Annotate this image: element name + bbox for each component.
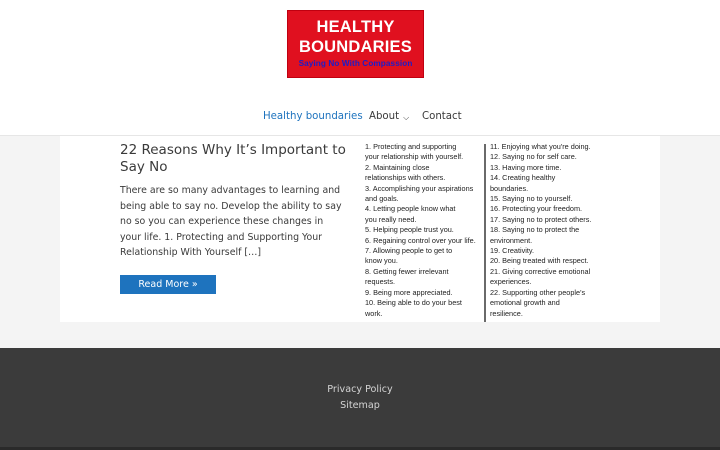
image-text-line: 11. Enjoying what you're doing. [490,142,591,151]
image-text-line: 9. Being more appreciated. [365,287,453,297]
image-text-line: 1. Protecting and supporting [365,142,457,151]
nav-item-contact[interactable]: Contact [422,111,462,122]
read-more-button[interactable]: Read More » [120,275,216,294]
footer-link-privacy-policy[interactable]: Privacy Policy [327,384,393,395]
post-title[interactable]: 22 Reasons Why It’s Important to Say No [120,142,346,175]
chevron-down-icon: ⌵ [403,113,410,122]
image-text-line: 18. Saying no to protect the [490,225,580,235]
image-column-divider [484,144,486,322]
image-column-left [365,142,483,319]
post-featured-image[interactable] [362,142,600,322]
image-text-line: your relationship with yourself. [365,152,464,162]
image-text-line: 7. Allowing people to get to [365,246,453,256]
image-text-line: 6. Regaining control over your life. [365,235,476,245]
logo-line-2: BOUNDARIES [299,38,412,56]
image-text-line: 4. Letting people know what [365,204,456,214]
post-card [60,136,660,322]
logo-line-1: HEALTHY [316,18,395,36]
image-text-line: environment. [490,235,533,245]
image-text-line: 3. Accomplishing your aspirations [365,183,474,193]
image-column-right [490,142,608,319]
image-text-line: 14. Creating healthy [490,173,556,183]
footer-link-sitemap[interactable]: Sitemap [340,400,380,411]
logo-tagline: Saying No With Compassion [298,59,413,68]
site-header [0,0,720,136]
image-text-line: work. [365,308,383,318]
image-text-line: 20. Being treated with respect. [490,256,589,266]
image-text-line: 22. Supporting other people's [490,287,586,297]
image-text-line: 10. Being able to do your best [365,298,462,308]
main-navigation [0,111,720,125]
image-text-line: requests. [365,277,396,287]
image-text-line: know you. [365,256,398,266]
image-text-line: experiences. [490,277,532,287]
image-text-line: 12. Saying no for self care. [490,152,577,162]
nav-item-about[interactable] [369,111,409,122]
image-text-line: 8. Getting fewer irrelevant [365,266,449,276]
image-text-line: 16. Protecting your freedom. [490,204,583,214]
image-text-line: 13. Having more time. [490,162,562,172]
site-footer [0,348,720,450]
image-text-line: 2. Maintaining close [365,162,430,172]
image-text-line: and goals. [365,194,399,204]
image-text-line: 5. Helping people trust you. [365,225,454,235]
image-text-line: boundaries. [490,183,529,193]
image-text-line: resilience. [490,308,523,318]
image-text-line: 21. Giving corrective emotional [490,266,591,276]
nav-item-about-label: About [369,111,400,122]
image-text-line: 17. Saying no to protect others. [490,214,592,224]
post-excerpt: There are so many advantages to learning and being able to say no. Develop the ability to say no so you can experience these changes in your life. 1. Protecting and Supporting Your Relationship With Yourself […] [120,185,342,258]
image-text-line: emotional growth and [490,298,560,308]
image-text-line: 15. Saying no to yourself. [490,194,573,204]
image-text-line: you really need. [365,214,417,224]
nav-item-healthy-boundaries[interactable]: Healthy boundaries [263,111,363,122]
site-logo[interactable] [287,10,424,78]
image-text-line: 19. Creativity. [490,246,535,256]
image-text-line: relationships with others. [365,173,446,183]
